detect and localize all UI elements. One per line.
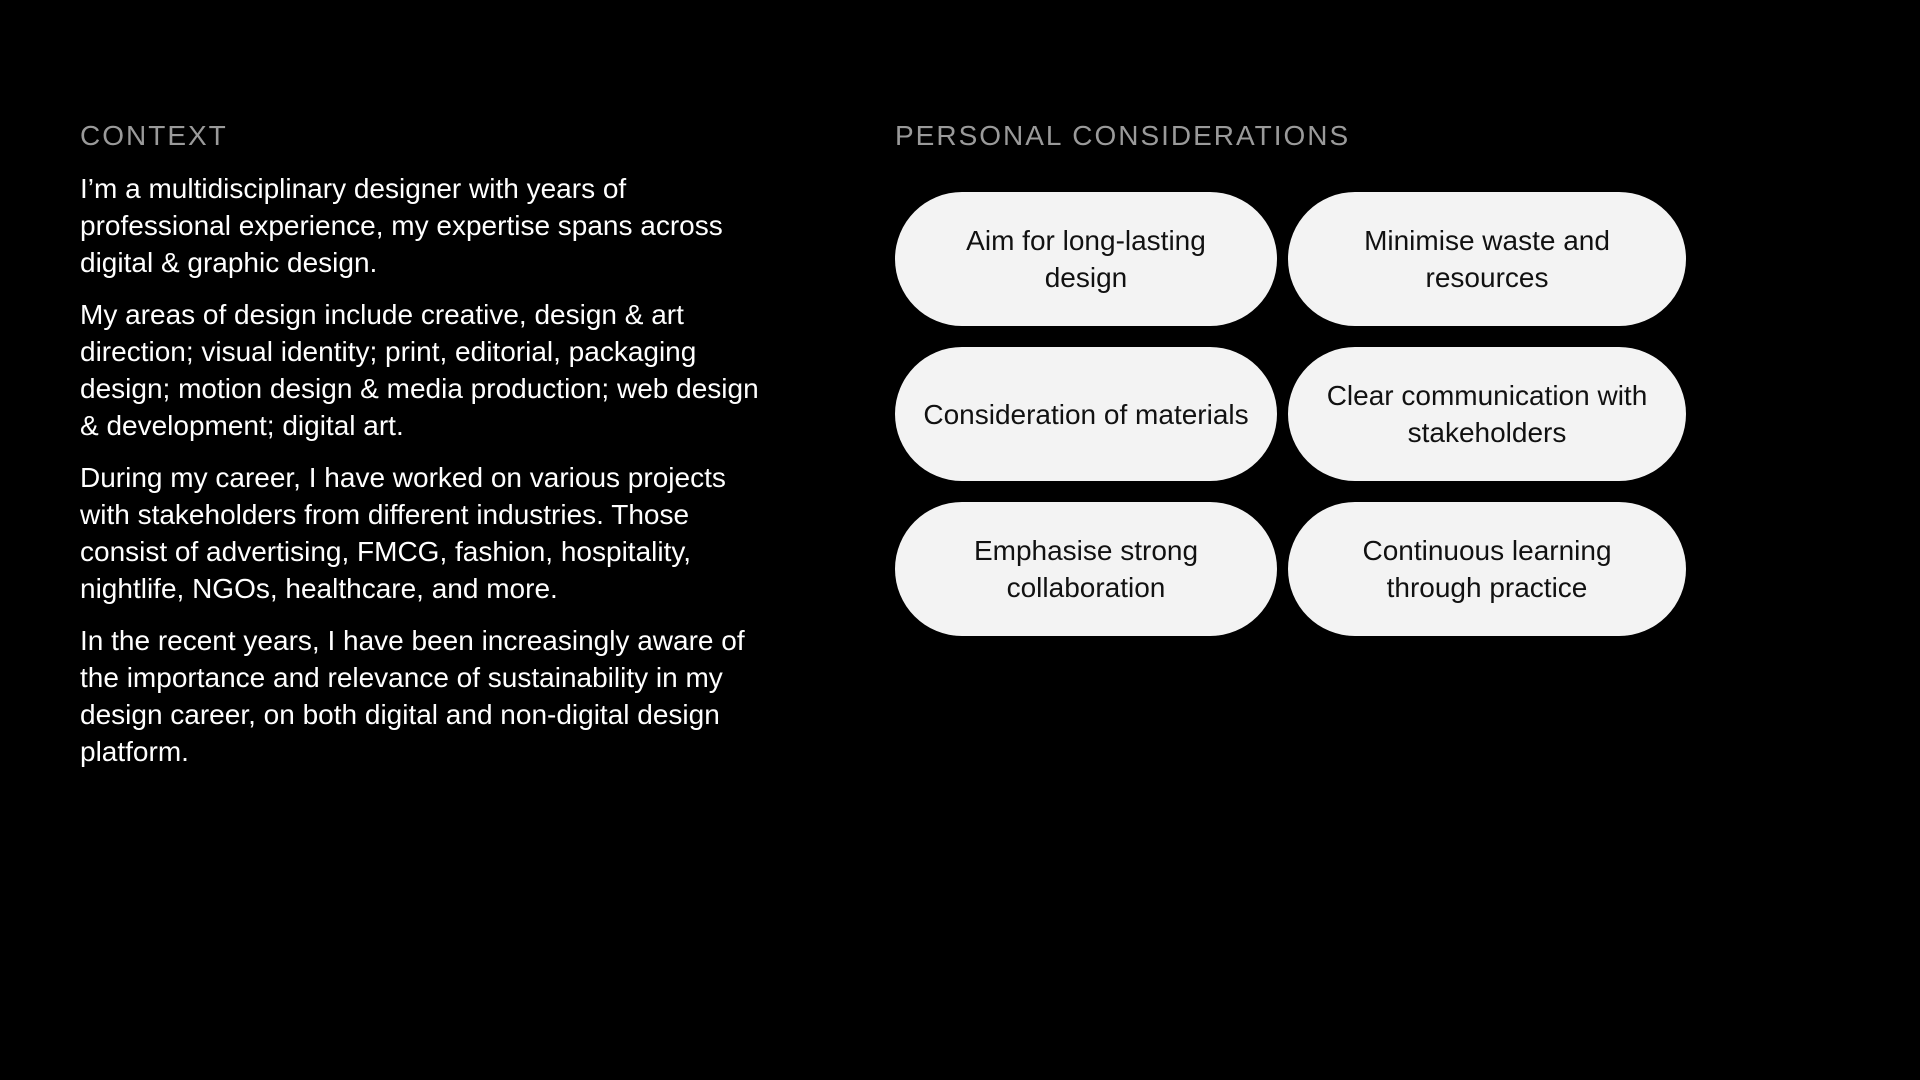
context-heading: CONTEXT bbox=[80, 120, 228, 151]
context-section bbox=[80, 118, 760, 770]
consideration-pill-collaboration: Emphasise strong collaboration bbox=[895, 502, 1277, 636]
considerations-pill-grid bbox=[895, 192, 1705, 636]
context-paragraph: I’m a multidisciplinary designer with years of professional experience, my expertise spans across digital & graphic design. bbox=[80, 173, 723, 278]
context-paragraph: During my career, I have worked on various projects with stakeholders from different industries. Those consist of advertising, FMCG, fashion, hospitality, nightlife, NGOs, healthcare, and more. bbox=[80, 462, 726, 604]
context-paragraph: My areas of design include creative, design & art direction; visual identity; print, editorial, packaging design; motion design & media production; web design & development; digital art. bbox=[80, 299, 759, 441]
personal-considerations-heading: PERSONAL CONSIDERATIONS bbox=[895, 120, 1351, 151]
consideration-pill-clear-communication: Clear communication with stakeholders bbox=[1288, 347, 1686, 481]
consideration-pill-continuous-learning: Continuous learning through practice bbox=[1288, 502, 1686, 636]
consideration-pill-materials: Consideration of materials bbox=[895, 347, 1277, 481]
context-paragraph: In the recent years, I have been increasingly aware of the importance and relevance of sustainability in my design career, on both digital and non-digital design platform. bbox=[80, 625, 745, 767]
consideration-pill-long-lasting-design: Aim for long-lasting design bbox=[895, 192, 1277, 326]
consideration-pill-minimise-waste: Minimise waste and resources bbox=[1288, 192, 1686, 326]
personal-considerations-section bbox=[895, 118, 1715, 603]
